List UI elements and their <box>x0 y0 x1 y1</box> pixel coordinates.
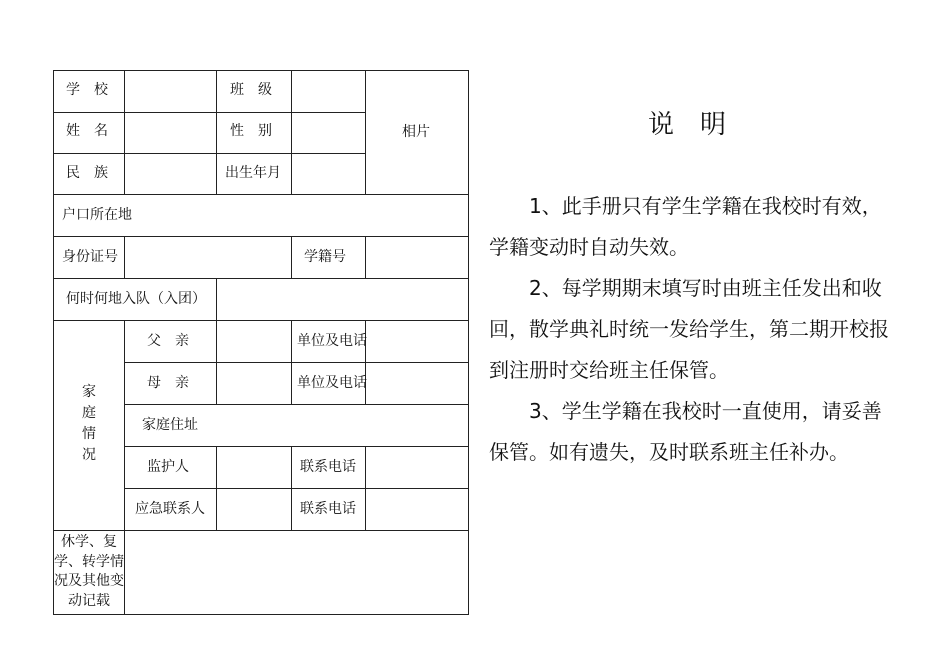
name-label: 姓 名 <box>66 123 108 139</box>
mother-unit-phone-label: 单位及电话 <box>297 375 367 391</box>
ethnicity-label: 民 族 <box>66 165 108 181</box>
row-divider <box>54 112 365 113</box>
notice-item-2: 2、每学期期末填写时由班主任发出和收回，散学典礼时统一发给学生，第二期开校报到注册时交给班主任保管。 <box>489 276 889 382</box>
school-label: 学 校 <box>66 82 108 98</box>
row-divider <box>124 446 468 447</box>
row-divider <box>54 153 365 154</box>
family-situation-label: 家庭情况 <box>82 384 96 463</box>
notice-title: 说明 <box>648 110 753 140</box>
class-label: 班 级 <box>230 82 272 98</box>
col-divider <box>216 71 217 194</box>
row-divider <box>54 530 468 531</box>
birth-date-label: 出生年月 <box>225 165 281 181</box>
col-divider <box>291 320 292 404</box>
notice-item-3: 3、学生学籍在我校时一直使用，请妥善保管。如有遗失，及时联系班主任补办。 <box>489 399 882 464</box>
photo-label: 相片 <box>402 124 430 140</box>
col-divider <box>216 320 217 404</box>
home-address-label: 家庭住址 <box>142 417 198 433</box>
col-divider <box>365 71 366 194</box>
row-divider <box>124 404 468 405</box>
hukou-label: 户口所在地 <box>62 207 132 223</box>
row-divider <box>54 236 468 237</box>
gender-label: 性 别 <box>230 123 272 139</box>
father-unit-phone-label: 单位及电话 <box>297 333 367 349</box>
emergency-phone-label: 联系电话 <box>300 501 356 517</box>
row-divider <box>54 278 468 279</box>
col-divider <box>124 71 125 194</box>
emergency-contact-label: 应急联系人 <box>135 501 205 517</box>
id-number-label: 身份证号 <box>62 249 118 265</box>
row-divider <box>54 320 468 321</box>
col-divider <box>216 446 217 530</box>
col-divider <box>291 236 292 278</box>
row-divider <box>124 362 468 363</box>
row-divider <box>54 194 468 195</box>
col-divider <box>365 446 366 530</box>
row-divider <box>124 488 468 489</box>
col-divider <box>291 446 292 530</box>
student-registration-form <box>53 70 469 615</box>
col-divider <box>124 236 125 278</box>
col-divider <box>124 320 125 614</box>
col-divider <box>291 71 292 194</box>
records-label: 休学、复学、转学情况及其他变动记载 <box>54 534 124 609</box>
guardian-phone-label: 联系电话 <box>300 459 356 475</box>
notice-body <box>489 186 897 473</box>
father-label: 父 亲 <box>147 333 189 349</box>
col-divider <box>216 278 217 320</box>
guardian-label: 监护人 <box>147 459 189 475</box>
mother-label: 母 亲 <box>147 375 189 391</box>
col-divider <box>365 236 366 278</box>
notice-item-1: 1、此手册只有学生学籍在我校时有效，学籍变动时自动失效。 <box>489 194 882 259</box>
join-league-label: 何时何地入队（入团） <box>66 291 206 307</box>
student-number-label: 学籍号 <box>304 249 346 265</box>
